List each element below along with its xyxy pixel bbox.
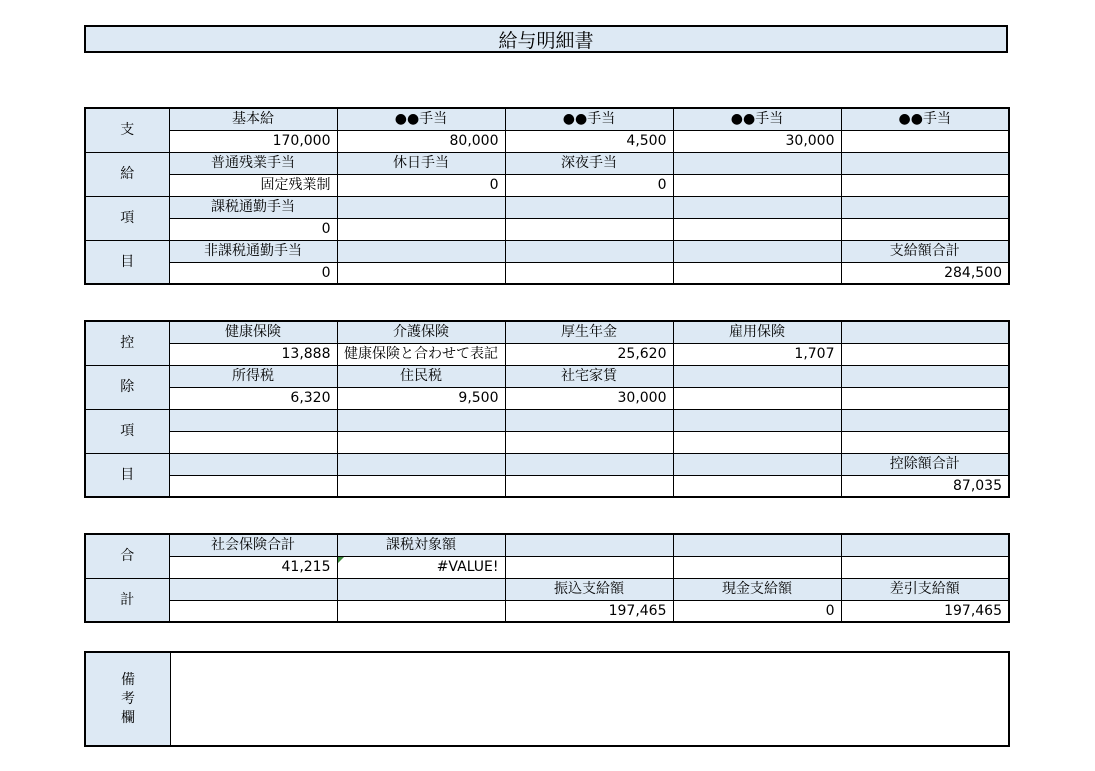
table-row [85,108,1009,130]
section-label: 項 [85,196,169,240]
table-row [85,453,1009,475]
item-value-cell[interactable]: 0 [505,174,673,196]
item-value-cell[interactable] [337,600,505,622]
table-row [85,343,1009,365]
item-value-cell[interactable] [841,130,1009,152]
item-label-cell[interactable]: 非課税通勤手当 [169,240,337,262]
item-value-cell[interactable] [169,475,337,497]
item-label-cell[interactable] [505,534,673,556]
item-label-cell[interactable]: 社宅家賃 [505,365,673,387]
item-label-cell[interactable] [505,409,673,431]
section-label: 支 [85,108,169,152]
item-label-cell[interactable]: 社会保険合計 [169,534,337,556]
item-label-cell[interactable]: 介護保険 [337,321,505,343]
item-value-cell[interactable] [505,431,673,453]
item-value-cell[interactable] [337,218,505,240]
section-label: 合 [85,534,169,578]
table-row [85,321,1009,343]
item-value-cell[interactable]: 284,500 [841,262,1009,284]
table-row [85,600,1009,622]
memo-section [84,651,1010,747]
item-label-cell[interactable] [841,534,1009,556]
item-value-cell[interactable] [169,600,337,622]
item-label-cell[interactable] [841,196,1009,218]
item-value-cell[interactable]: 197,465 [841,600,1009,622]
item-label-cell[interactable]: 現金支給額 [673,578,841,600]
item-value-cell[interactable]: 0 [337,174,505,196]
item-value-cell[interactable]: 197,465 [505,600,673,622]
item-value-cell[interactable]: 健康保険と合わせて表記 [337,343,505,365]
item-label-cell[interactable]: 深夜手当 [505,152,673,174]
item-label-cell[interactable] [841,152,1009,174]
section-label: 計 [85,578,169,622]
item-value-cell[interactable] [841,174,1009,196]
table-row [85,365,1009,387]
table-row [85,196,1009,218]
item-label-cell[interactable] [169,578,337,600]
item-value-cell[interactable] [673,387,841,409]
table-row [85,174,1009,196]
item-label-cell[interactable] [673,534,841,556]
item-label-cell[interactable] [673,453,841,475]
deduction-table [84,320,1010,498]
item-label-cell[interactable] [841,365,1009,387]
section-label: 項 [85,409,169,453]
table-row [85,130,1009,152]
item-label-cell[interactable] [505,240,673,262]
item-value-cell[interactable] [841,343,1009,365]
memo-content[interactable] [171,653,1008,745]
item-label-cell[interactable]: ●●手当 [673,108,841,130]
item-value-cell[interactable] [505,475,673,497]
item-value-cell[interactable] [841,218,1009,240]
table-row [85,578,1009,600]
table-row [85,387,1009,409]
item-label-cell[interactable]: 住民税 [337,365,505,387]
item-value-cell[interactable]: 6,320 [169,387,337,409]
item-value-cell[interactable]: 30,000 [673,130,841,152]
item-value-cell[interactable] [841,431,1009,453]
item-value-cell[interactable] [673,174,841,196]
memo-label-char: 欄 [121,709,135,726]
payment-table [84,107,1010,285]
item-value-cell[interactable] [673,218,841,240]
item-label-cell[interactable] [673,152,841,174]
item-label-cell[interactable] [673,409,841,431]
item-label-cell[interactable]: 差引支給額 [841,578,1009,600]
item-value-cell[interactable] [505,262,673,284]
item-label-cell[interactable]: 雇用保険 [673,321,841,343]
table-row [85,152,1009,174]
item-value-cell[interactable]: 30,000 [505,387,673,409]
item-value-cell[interactable]: #VALUE! [337,556,505,578]
table-row [85,218,1009,240]
item-label-cell[interactable]: 基本給 [169,108,337,130]
payslip-title: 給与明細書 [84,25,1008,53]
section-label: 目 [85,453,169,497]
item-value-cell[interactable]: 0 [169,218,337,240]
item-label-cell[interactable]: 課税通勤手当 [169,196,337,218]
item-value-cell[interactable]: 170,000 [169,130,337,152]
item-label-cell[interactable]: 支給額合計 [841,240,1009,262]
item-value-cell[interactable] [673,431,841,453]
item-value-cell[interactable] [673,262,841,284]
item-value-cell[interactable]: 80,000 [337,130,505,152]
item-value-cell[interactable]: 1,707 [673,343,841,365]
item-value-cell[interactable]: 0 [169,262,337,284]
table-row [85,240,1009,262]
item-label-cell[interactable]: ●●手当 [841,108,1009,130]
table-row [85,475,1009,497]
table-row [85,556,1009,578]
item-value-cell[interactable]: 固定残業制 [169,174,337,196]
memo-label-char: 備 [121,671,135,688]
section-label: 給 [85,152,169,196]
item-value-cell[interactable] [337,262,505,284]
item-value-cell[interactable] [337,475,505,497]
total-table [84,533,1010,623]
item-value-cell[interactable]: 25,620 [505,343,673,365]
item-label-cell[interactable] [673,196,841,218]
item-value-cell[interactable] [673,475,841,497]
item-value-cell[interactable]: 87,035 [841,475,1009,497]
item-value-cell[interactable]: 4,500 [505,130,673,152]
item-label-cell[interactable] [337,196,505,218]
item-value-cell[interactable]: 0 [673,600,841,622]
section-label: 目 [85,240,169,284]
item-label-cell[interactable] [505,196,673,218]
item-value-cell[interactable]: 9,500 [337,387,505,409]
memo-label-char: 考 [121,690,135,707]
item-label-cell[interactable]: 休日手当 [337,152,505,174]
item-value-cell[interactable] [841,556,1009,578]
item-value-cell[interactable] [673,556,841,578]
table-row [85,409,1009,431]
item-label-cell[interactable] [337,578,505,600]
item-value-cell[interactable] [505,218,673,240]
item-label-cell[interactable]: 課税対象額 [337,534,505,556]
item-label-cell[interactable] [841,409,1009,431]
item-label-cell[interactable] [337,409,505,431]
item-value-cell[interactable]: 41,215 [169,556,337,578]
item-value-cell[interactable] [337,431,505,453]
item-label-cell[interactable] [841,321,1009,343]
table-row [85,262,1009,284]
item-label-cell[interactable]: 健康保険 [169,321,337,343]
section-label: 控 [85,321,169,365]
item-label-cell[interactable] [337,453,505,475]
item-value-cell[interactable] [841,387,1009,409]
item-value-cell[interactable] [505,556,673,578]
section-label: 除 [85,365,169,409]
table-row [85,534,1009,556]
item-label-cell[interactable] [505,453,673,475]
item-label-cell[interactable]: 普通残業手当 [169,152,337,174]
item-label-cell[interactable]: ●●手当 [505,108,673,130]
memo-label [86,653,171,745]
item-value-cell[interactable] [169,431,337,453]
item-label-cell[interactable] [673,240,841,262]
item-label-cell[interactable]: 控除額合計 [841,453,1009,475]
item-label-cell[interactable]: ●●手当 [337,108,505,130]
item-label-cell[interactable] [673,365,841,387]
item-label-cell[interactable]: 振込支給額 [505,578,673,600]
item-label-cell[interactable]: 厚生年金 [505,321,673,343]
item-label-cell[interactable] [169,453,337,475]
item-value-cell[interactable]: 13,888 [169,343,337,365]
item-label-cell[interactable] [337,240,505,262]
table-row [85,431,1009,453]
item-label-cell[interactable]: 所得税 [169,365,337,387]
item-label-cell[interactable] [169,409,337,431]
